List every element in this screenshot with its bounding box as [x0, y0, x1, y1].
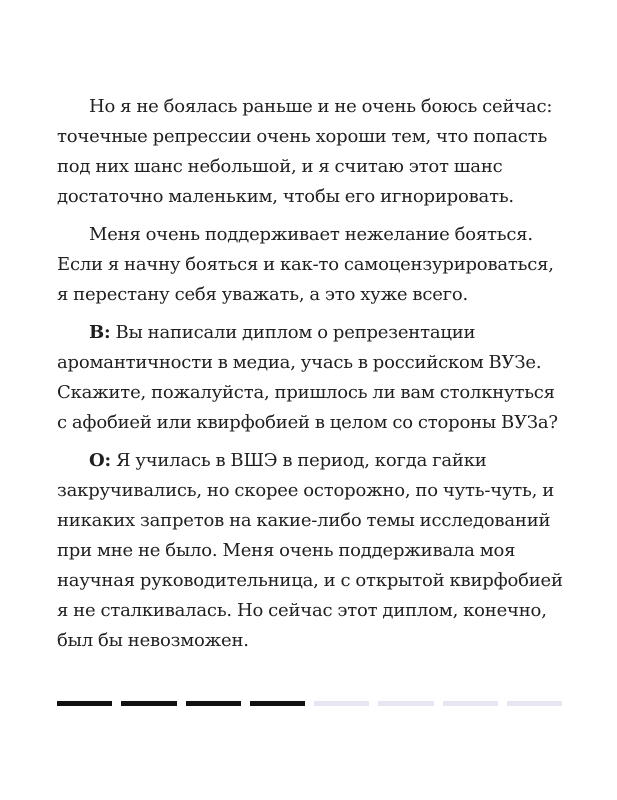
paragraph-text: Меня очень поддерживает нежелание бояться. Если я начну бояться и как-то самоцензурироваться, я перестану себя уважать, а это хуже всего. [57, 224, 554, 305]
progress-segment-completed [57, 701, 112, 706]
progress-segment-completed [186, 701, 241, 706]
paragraph-text: Но я не боялась раньше и не очень боюсь сейчас: точечные репрессии очень хороши тем, что попасть под них шанс небольшой, и я считаю этот шанс достаточно маленьким, чтобы его игнорировать. [57, 96, 553, 207]
progress-segment-completed [121, 701, 176, 706]
question-text: Вы написали диплом о репрезентации аромантичности в медиа, учась в российском ВУЗе. Скажите, пожалуйста, пришлось ли вам столкнуться с афобией или квирфобией в целом со стороны ВУЗа? [57, 322, 558, 433]
slide-progress-indicator [57, 701, 562, 706]
paragraph-1 [57, 92, 567, 212]
progress-segment-remaining [443, 701, 498, 706]
question-paragraph [57, 318, 567, 438]
progress-segment-remaining [314, 701, 369, 706]
answer-label: О: [89, 450, 111, 471]
paragraph-2 [57, 220, 567, 310]
progress-segment-remaining [507, 701, 562, 706]
article-body [57, 92, 567, 664]
question-label: В: [89, 322, 111, 343]
answer-text: Я училась в ВШЭ в период, когда гайки закручивались, но скорее осторожно, по чуть-чуть, и никаких запретов на какие-либо темы исследований при мне не было. Меня очень поддерживала моя научная руководительница, и с открытой квирфобией я не сталкивалась. Но сейчас этот диплом, конечно, был бы невозможен. [57, 450, 563, 651]
progress-segment-completed [250, 701, 305, 706]
progress-segment-remaining [378, 701, 433, 706]
answer-paragraph [57, 446, 567, 656]
